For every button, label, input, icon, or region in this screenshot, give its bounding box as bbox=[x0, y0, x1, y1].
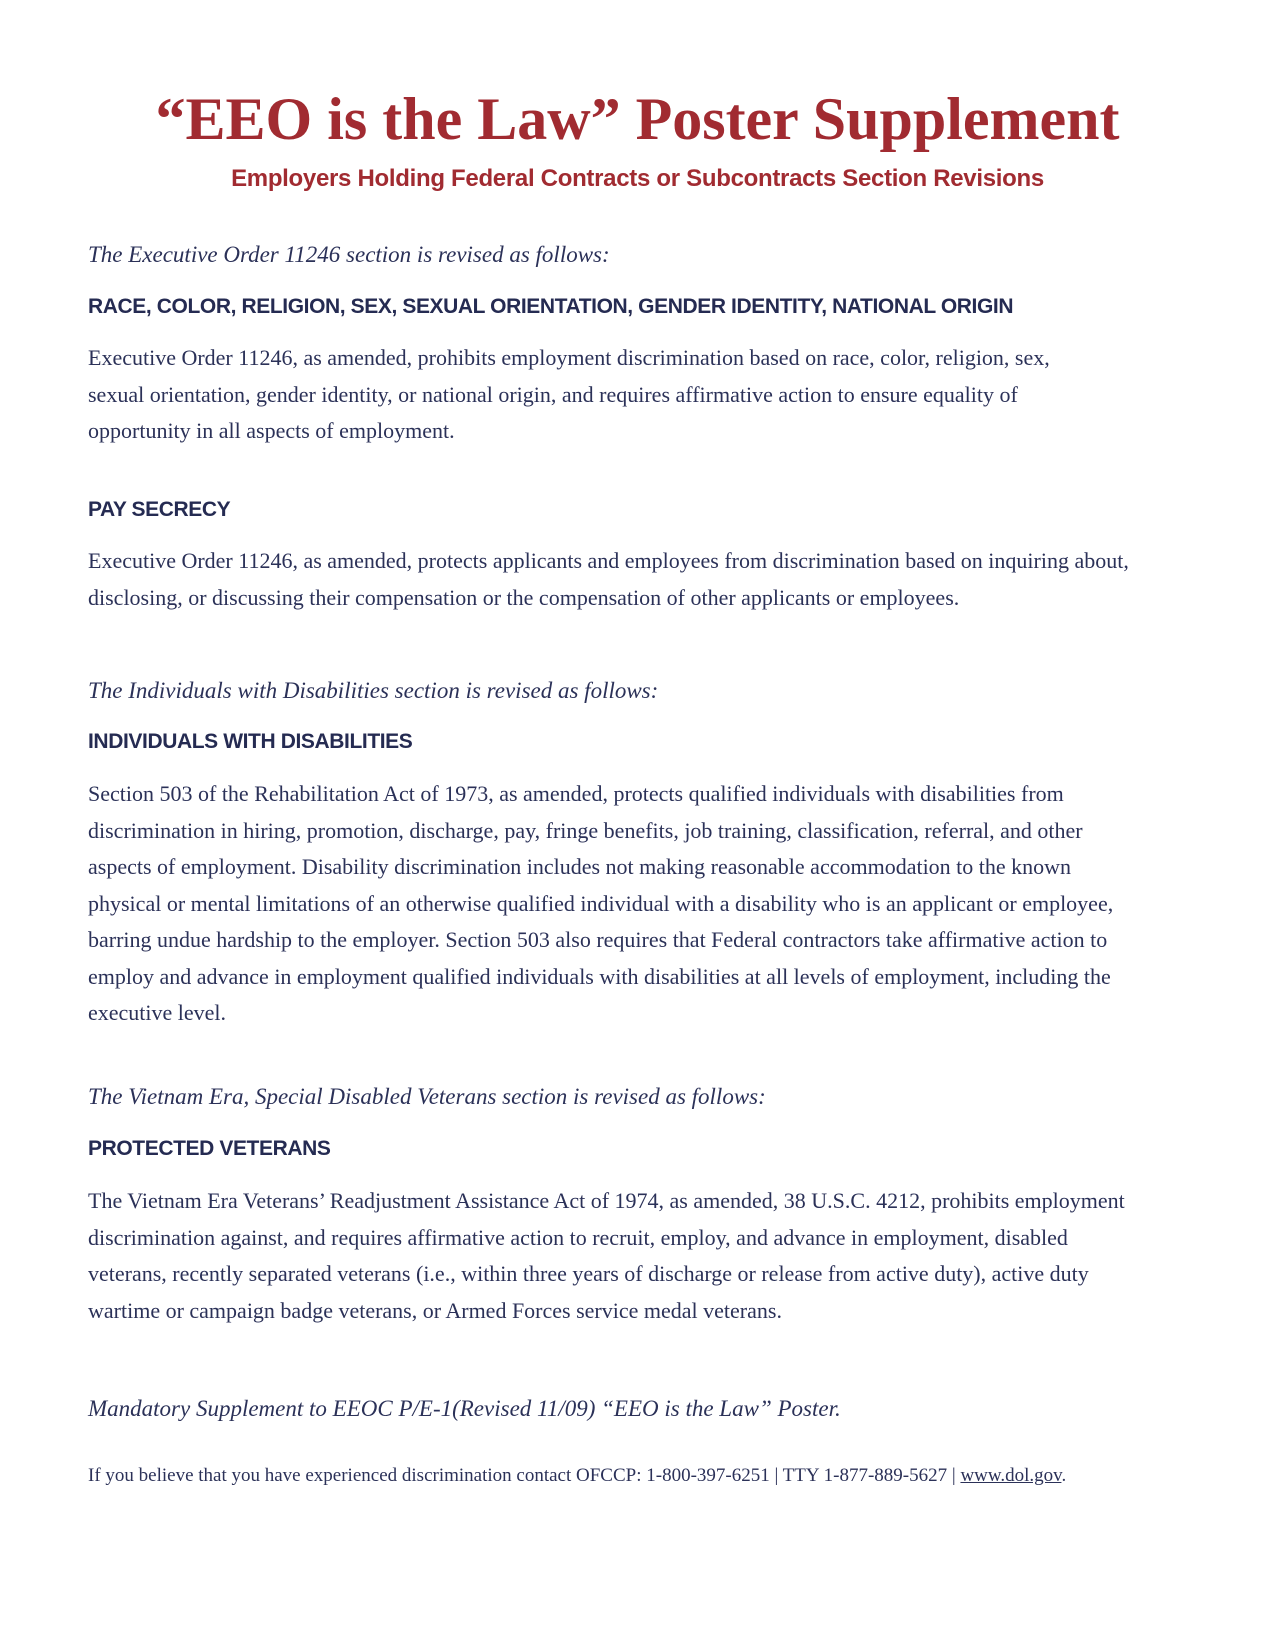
page-title: “EEO is the Law” Poster Supplement bbox=[155, 86, 1120, 152]
section-pay-secrecy-heading: PAY SECRECY bbox=[88, 498, 231, 521]
section-eo-body: Executive Order 11246, as amended, prohibits employment discrimination based on race, color, religion, sex, sexual orientation, gender identity, or national origin, and requires affirmative action to ensure equality of opportunity in all aspects of employment. bbox=[88, 345, 1050, 443]
contact-trailing: . bbox=[1061, 1465, 1067, 1486]
section-eo-heading: RACE, COLOR, RELIGION, SEX, SEXUAL ORIENTATION, GENDER IDENTITY, NATIONAL ORIGIN bbox=[88, 295, 1014, 318]
section-disabilities-heading: INDIVIDUALS WITH DISABILITIES bbox=[88, 730, 413, 753]
section-eo-intro: The Executive Order 11246 section is revised as follows: bbox=[88, 242, 610, 267]
section-pay-secrecy-body: Executive Order 11246, as amended, protects applicants and employees from discrimination based on inquiring about, disclosing, or discussing their compensation or the compensation of other applicants or employees. bbox=[88, 548, 1129, 610]
section-disabilities-intro: The Individuals with Disabilities section is revised as follows: bbox=[88, 678, 659, 703]
section-disabilities-body: Section 503 of the Rehabilitation Act of 1973, as amended, protects qualified individuals with disabilities from discrimination in hiring, promotion, discharge, pay, fringe benefits, job training, classification, referral, and other aspects of employment. Disability discrimination includes not making reasonable accommodation to the known physical or mental limitations of an otherwise qualified individual with a disability who is an applicant or employee, barring undue hardship to the employer. Section 503 also requires that Federal contractors take affirmative action to employ and advance in employment qualified individuals with disabilities at all levels of employment, including the executive level. bbox=[88, 781, 1114, 1025]
section-veterans-intro: The Vietnam Era, Special Disabled Veterans section is revised as follows: bbox=[88, 1084, 766, 1109]
page-subtitle: Employers Holding Federal Contracts or Subcontracts Section Revisions bbox=[231, 165, 1044, 192]
section-veterans-heading: PROTECTED VETERANS bbox=[88, 1137, 331, 1160]
contact-line bbox=[88, 1463, 1208, 1489]
section-veterans-body: The Vietnam Era Veterans’ Readjustment Assistance Act of 1974, as amended, 38 U.S.C. 4212, prohibits employment discrimination against, and requires affirmative action to recruit, employ, and advance in employment, disabled veterans, recently separated veterans (i.e., within three years of discharge or release from active duty), active duty wartime or campaign badge veterans, or Armed Forces service medal veterans. bbox=[88, 1188, 1125, 1323]
dol-website-link[interactable]: www.dol.gov bbox=[960, 1465, 1062, 1486]
mandatory-supplement-note: Mandatory Supplement to EEOC P/E-1(Revised 11/09) “EEO is the Law” Poster. bbox=[88, 1396, 841, 1421]
contact-text: If you believe that you have experienced discrimination contact OFCCP: 1-800-397-6251 | TTY 1-877-889-5627 | bbox=[88, 1465, 961, 1486]
